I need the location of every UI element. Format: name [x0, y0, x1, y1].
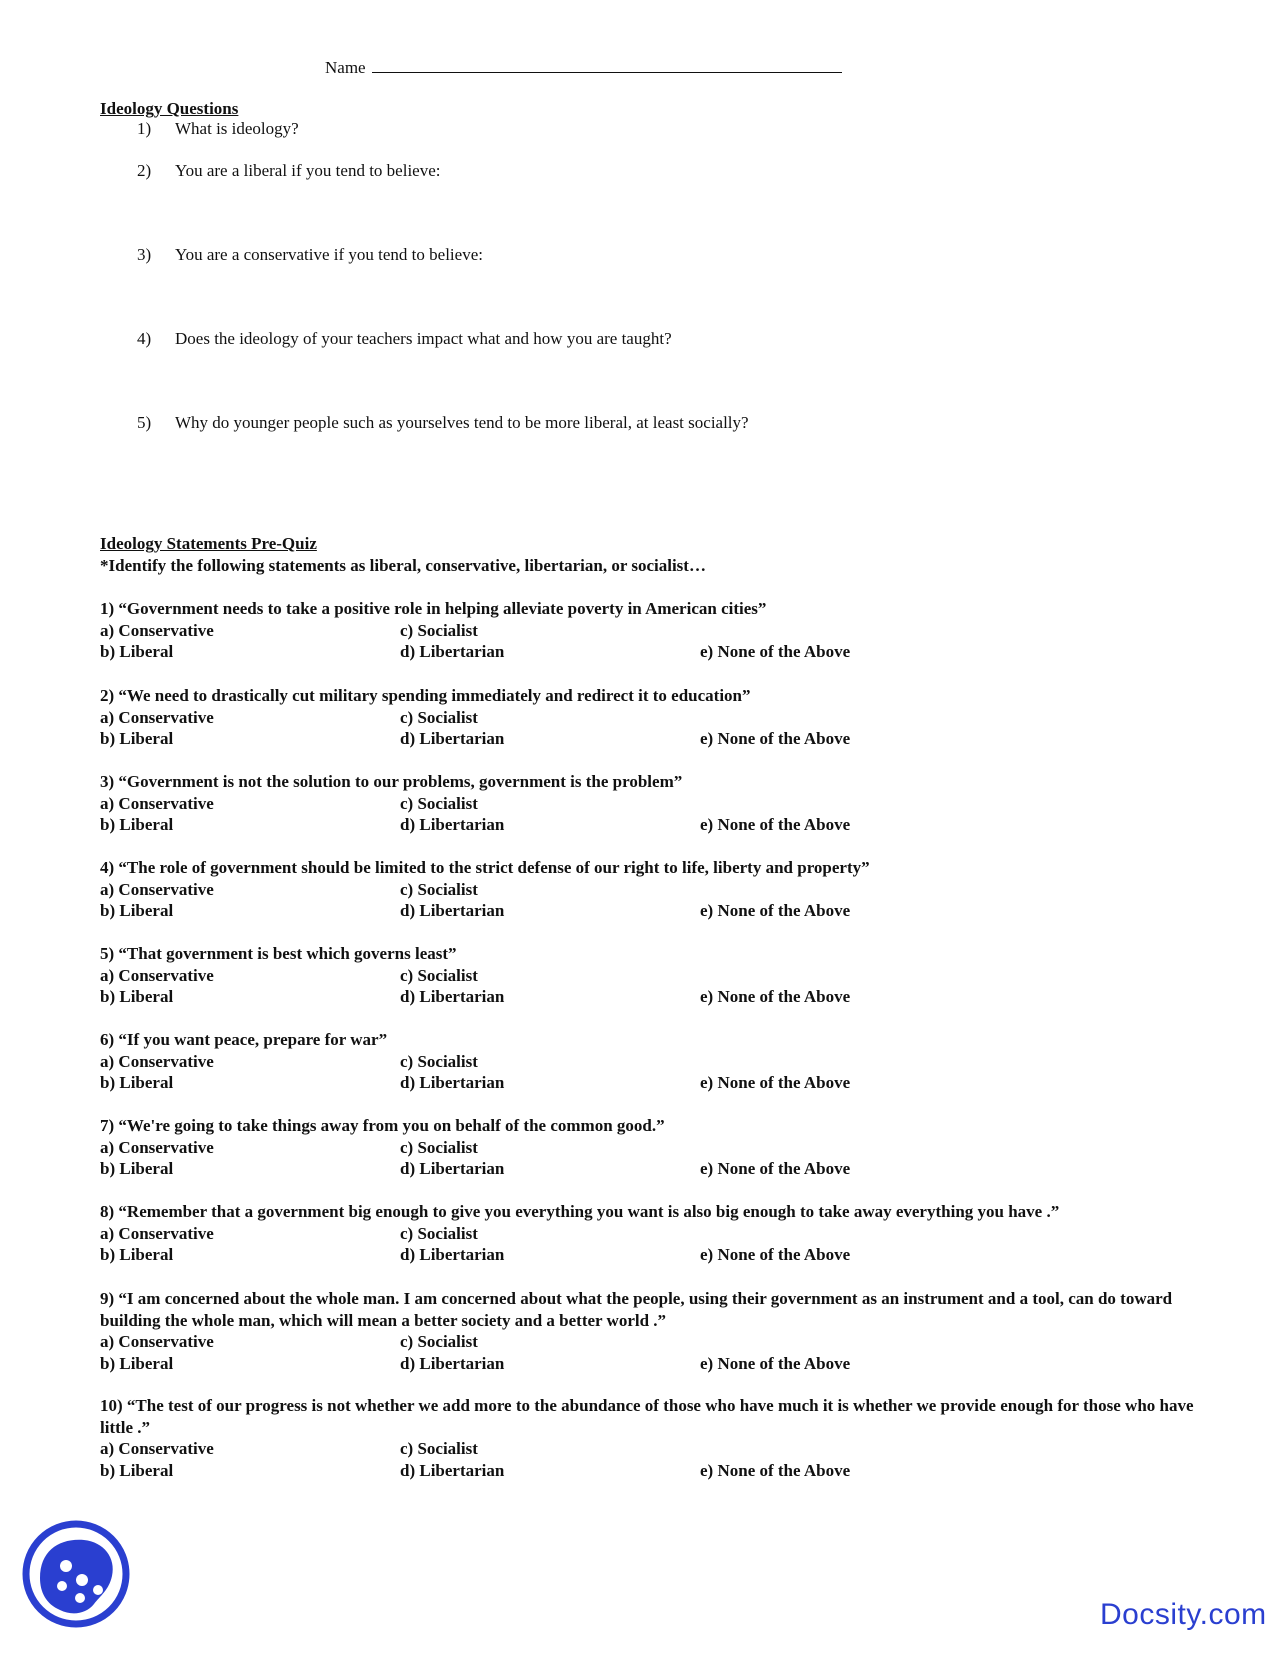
name-blank-line [372, 58, 842, 73]
option-row [100, 1137, 1210, 1159]
quiz-instruction: *Identify the following statements as liberal, conservative, libertarian, or socialist… [100, 556, 706, 575]
quiz-item [100, 1029, 1210, 1094]
option-e: e) None of the Above [700, 987, 851, 1006]
question-number: 3) [137, 245, 152, 264]
question-text: Why do younger people such as yourselves tend to be more liberal, at least socially? [175, 413, 749, 432]
quiz-statement: 5) “That government is best which governs least” [100, 944, 457, 963]
quiz-statement: 3) “Government is not the solution to our problems, government is the problem” [100, 772, 683, 791]
option-e: e) None of the Above [700, 1159, 851, 1178]
option-row [100, 1438, 1210, 1460]
option-b: b) Liberal [100, 1353, 174, 1373]
option-a: a) Conservative [100, 879, 214, 899]
option-row [100, 793, 1210, 815]
quiz-item [100, 1288, 1210, 1374]
option-row [100, 1158, 1210, 1180]
option-e: e) None of the Above [700, 901, 851, 920]
option-row [100, 1051, 1210, 1073]
option-c: c) Socialist [400, 1137, 478, 1157]
option-e: e) None of the Above [700, 1460, 851, 1480]
option-c: c) Socialist [400, 879, 478, 899]
option-d: d) Libertarian [400, 642, 505, 661]
option-e: e) None of the Above [700, 1245, 851, 1264]
open-question [137, 329, 672, 349]
quiz-item [100, 771, 1210, 836]
question-text: Does the ideology of your teachers impact what and how you are taught? [175, 329, 672, 348]
option-a: a) Conservative [100, 1439, 214, 1458]
option-d: d) Libertarian [400, 901, 505, 920]
option-b: b) Liberal [100, 815, 174, 834]
option-c: c) Socialist [400, 1439, 478, 1458]
option-b: b) Liberal [100, 1159, 174, 1178]
option-b: b) Liberal [100, 729, 174, 748]
docsity-brand-link[interactable]: Docsity.com [1100, 1598, 1267, 1631]
option-d: d) Libertarian [400, 1460, 505, 1480]
name-field [325, 58, 842, 78]
question-number: 2) [137, 161, 152, 180]
option-row [100, 641, 1210, 663]
option-d: d) Libertarian [400, 1073, 505, 1092]
option-e: e) None of the Above [700, 815, 851, 834]
option-c: c) Socialist [400, 1223, 478, 1243]
option-a: a) Conservative [100, 1223, 214, 1243]
option-a: a) Conservative [100, 793, 214, 813]
option-a: a) Conservative [100, 1137, 214, 1157]
option-d: d) Libertarian [400, 729, 505, 748]
open-question [137, 413, 749, 433]
option-c: c) Socialist [400, 793, 478, 813]
option-row [100, 728, 1210, 750]
question-number: 5) [137, 413, 152, 432]
question-number: 1) [137, 119, 152, 138]
option-d: d) Libertarian [400, 1245, 505, 1264]
option-c: c) Socialist [400, 707, 478, 727]
option-c: c) Socialist [400, 1332, 478, 1351]
option-row [100, 814, 1210, 836]
open-question [137, 161, 440, 181]
section-title-ideology-questions: Ideology Questions [100, 99, 239, 118]
option-d: d) Libertarian [400, 1353, 505, 1373]
option-c: c) Socialist [400, 965, 478, 985]
option-c: c) Socialist [400, 620, 478, 640]
option-row [100, 1223, 1210, 1245]
option-a: a) Conservative [100, 707, 214, 727]
question-text: You are a conservative if you tend to believe: [175, 245, 483, 264]
option-a: a) Conservative [100, 965, 214, 985]
quiz-item [100, 685, 1210, 750]
quiz-statement: 4) “The role of government should be limited to the strict defense of our right to life, liberty and property” [100, 858, 870, 877]
quiz-item [100, 1115, 1210, 1180]
option-row [100, 1331, 1210, 1353]
docsity-logo-icon [20, 1518, 132, 1630]
option-b: b) Liberal [100, 1460, 174, 1480]
open-question [137, 245, 483, 265]
option-b: b) Liberal [100, 987, 174, 1006]
section-title-pre-quiz: Ideology Statements Pre-Quiz [100, 534, 317, 553]
option-a: a) Conservative [100, 1051, 214, 1071]
quiz-statement: 9) “I am concerned about the whole man. I am concerned about what the people, using their government as an instrument and a tool, can do toward building the whole man, which will mean a better society and a better world .” [100, 1289, 1173, 1330]
option-row [100, 1353, 1210, 1375]
quiz-item [100, 857, 1210, 922]
option-row [100, 1072, 1210, 1094]
option-c: c) Socialist [400, 1051, 478, 1071]
quiz-item [100, 598, 1210, 663]
quiz-statement: 2) “We need to drastically cut military spending immediately and redirect it to education” [100, 686, 751, 705]
option-e: e) None of the Above [700, 1353, 851, 1373]
quiz-statement: 10) “The test of our progress is not whether we add more to the abundance of those who have much it is whether we provide enough for those who have little .” [100, 1396, 1194, 1437]
option-b: b) Liberal [100, 1245, 174, 1264]
option-d: d) Libertarian [400, 987, 505, 1006]
option-row [100, 965, 1210, 987]
option-b: b) Liberal [100, 642, 174, 661]
option-d: d) Libertarian [400, 815, 505, 834]
option-a: a) Conservative [100, 620, 214, 640]
question-text: What is ideology? [175, 119, 299, 138]
quiz-statement: 8) “Remember that a government big enough to give you everything you want is also big enough to take away everything you have .” [100, 1202, 1060, 1221]
quiz-item [100, 1395, 1210, 1481]
option-row [100, 1460, 1210, 1482]
option-b: b) Liberal [100, 1073, 174, 1092]
question-number: 4) [137, 329, 152, 348]
option-e: e) None of the Above [700, 1073, 851, 1092]
quiz-item [100, 943, 1210, 1008]
option-d: d) Libertarian [400, 1159, 505, 1178]
option-row [100, 900, 1210, 922]
quiz-statement: 7) “We're going to take things away from you on behalf of the common good.” [100, 1116, 665, 1135]
quiz-item [100, 1201, 1210, 1266]
option-row [100, 707, 1210, 729]
quiz-statement: 1) “Government needs to take a positive role in helping alleviate poverty in American cities” [100, 599, 767, 618]
name-label: Name [325, 58, 366, 77]
question-text: You are a liberal if you tend to believe: [175, 161, 441, 180]
option-b: b) Liberal [100, 901, 174, 920]
quiz-statement: 6) “If you want peace, prepare for war” [100, 1030, 388, 1049]
open-question [137, 119, 299, 139]
option-e: e) None of the Above [700, 729, 851, 748]
option-e: e) None of the Above [700, 642, 851, 661]
option-row [100, 620, 1210, 642]
option-a: a) Conservative [100, 1332, 214, 1351]
option-row [100, 879, 1210, 901]
option-row [100, 986, 1210, 1008]
option-row [100, 1244, 1210, 1266]
